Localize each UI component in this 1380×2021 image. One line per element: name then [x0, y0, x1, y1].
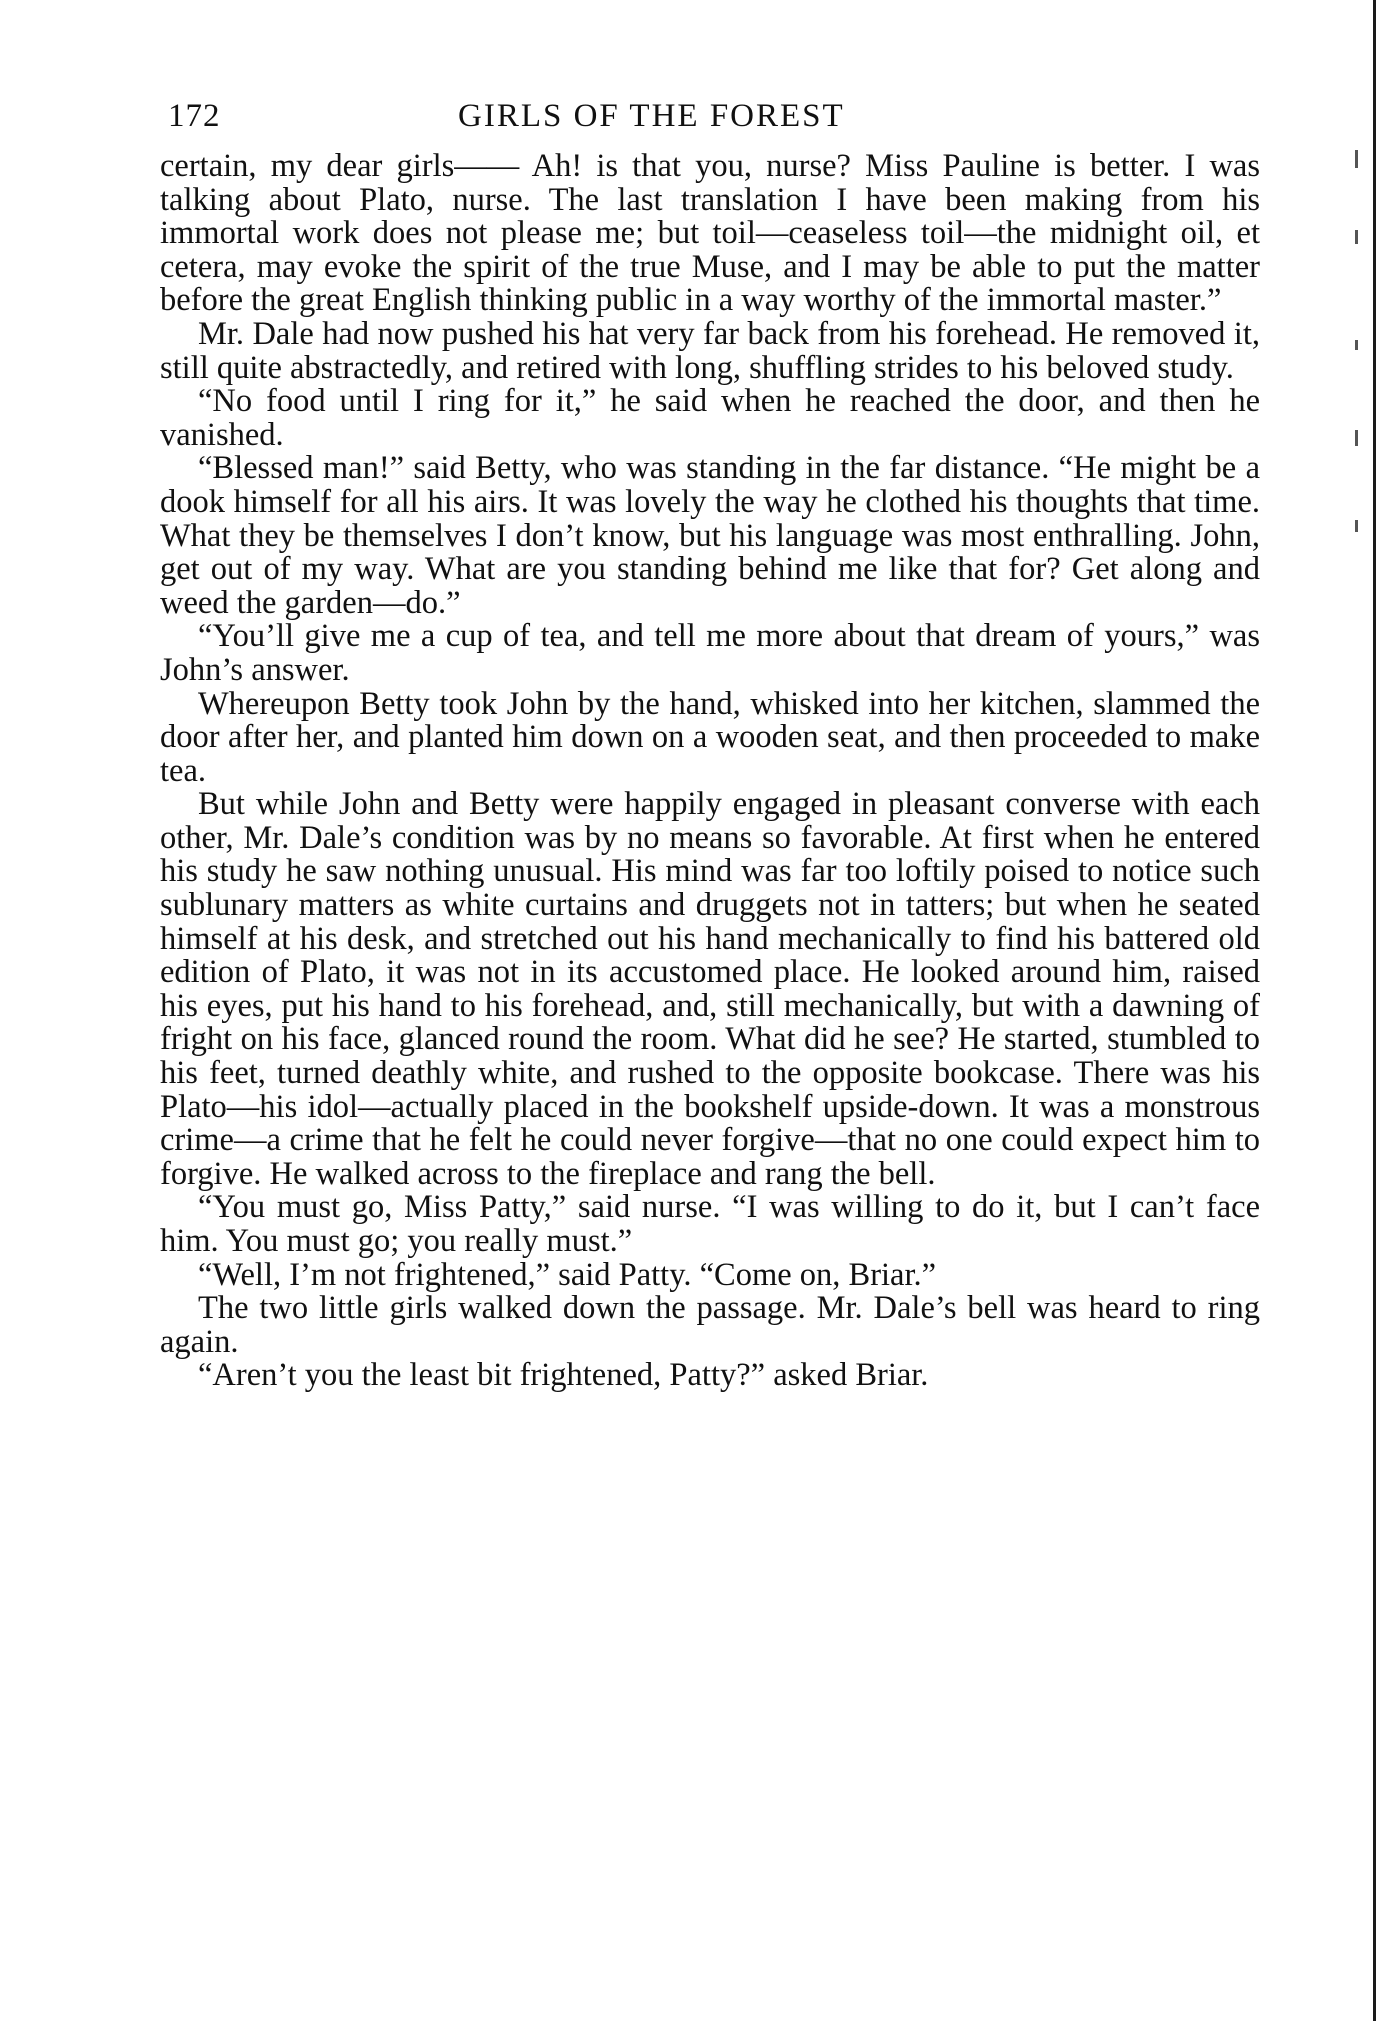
paragraph: The two little girls walked down the passage. Mr. Dale’s bell was heard to ring again.: [160, 1290, 1260, 1360]
paragraph: “You’ll give me a cup of tea, and tell me more about that dream of yours,” was John’s answer.: [160, 618, 1260, 688]
paragraph: “Aren’t you the least bit frightened, Patty?” asked Briar.: [198, 1357, 929, 1394]
body-text: [160, 150, 1260, 1393]
paragraph: “Blessed man!” said Betty, who was standing in the far distance. “He might be a dook himself for all his airs. It was lovely the way he clothed his thoughts that time. What they be themselves I don’t know, but his language was most enthralling. John, get out of my way. What are you standing behind me like that for? Get along and weed the garden—do.”: [160, 450, 1260, 621]
scan-edge-line: [1373, 0, 1376, 2021]
paragraph: Whereupon Betty took John by the hand, whisked into her kitchen, slammed the door after her, and planted him down on a wooden seat, and then proceeded to make tea.: [160, 685, 1260, 789]
paragraph: certain, my dear girls—— Ah! is that you, nurse? Miss Pauline is better. I was talking about Plato, nurse. The last translation I have been making from his immortal work does not please me; but toil—ceaseless toil—the midnight oil, et cetera, may evoke the spirit of the true Muse, and I may be able to put the matter before the great English thinking public in a way worthy of the immortal master.”: [160, 148, 1260, 319]
paragraph: “No food until I ring for it,” he said when he reached the door, and then he vanished.: [160, 383, 1260, 453]
paragraph: “Well, I’m not frightened,” said Patty. “Come on, Briar.”: [198, 1256, 937, 1293]
paragraph: “You must go, Miss Patty,” said nurse. “I was willing to do it, but I can’t face him. You must go; you really must.”: [160, 1189, 1260, 1259]
paragraph: But while John and Betty were happily engaged in pleasant converse with each other, Mr. Dale’s condition was by no means so favorable. At first when he entered his study he saw nothing unusual. His mind was far too loftily poised to notice such sublunary matters as white curtains and druggets not in tatters; but when he seated himself at his desk, and stretched out his hand mechanically to find his battered old edition of Plato, it was not in its accustomed place. He looked around him, raised his eyes, put his hand to his forehead, and, still mechanically, but with a dawning of fright on his face, glanced round the room. What did he see? He started, stumbled to his feet, turned deathly white, and rushed to the opposite bookcase. There was his Plato—his idol—actually placed in the bookshelf upside-down. It was a monstrous crime—a crime that he felt he could never forgive—that no one could expect him to forgive. He walked across to the fireplace and rang the bell.: [160, 786, 1260, 1192]
scan-edge-marks: [1355, 120, 1359, 620]
book-page: [160, 90, 1260, 1393]
paragraph: Mr. Dale had now pushed his hat very far back from his forehead. He removed it, still quite abstractedly, and retired with long, shuffling strides to his beloved study.: [160, 315, 1260, 386]
page-header: [160, 90, 1260, 150]
running-title: GIRLS OF THE FOREST: [458, 98, 845, 134]
page-number: 172: [168, 98, 221, 134]
